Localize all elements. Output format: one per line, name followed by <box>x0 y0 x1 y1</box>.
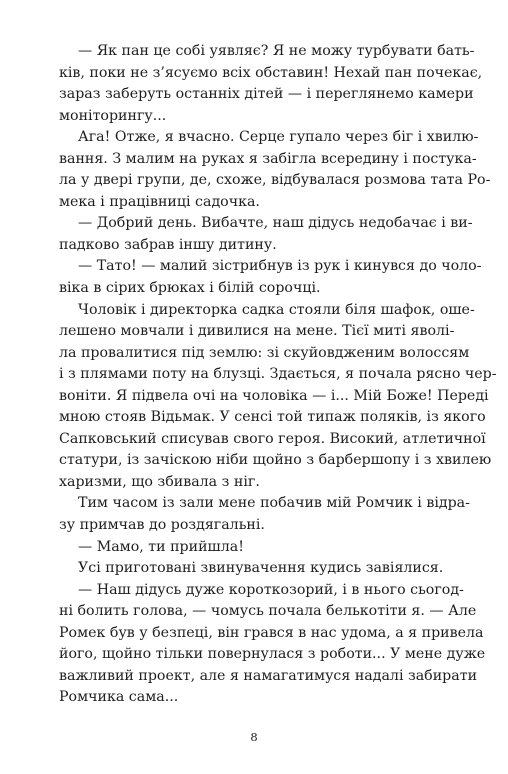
text-line: воніти. Я підвела очі на чоловіка — і... Мій Боже! Переді <box>59 387 489 404</box>
text-line: зараз заберуть останніх дітей — і переглянемо камери <box>59 86 474 103</box>
text-line: Сапковський списував свого героя. Високий, атлетичної <box>59 430 486 447</box>
text-line: харизми, що збивала з ніг. <box>59 473 260 490</box>
text-line: — Тато! — малий зістрибнув із рук і кинувся до чоло- <box>78 258 482 275</box>
text-line: статури, із зачіскою ніби щойно з барбершопу і з хвилею <box>59 452 492 469</box>
text-line: ні болить голова, — чомусь почала белькотіти я. — Але <box>59 603 477 620</box>
text-line: його, щойно тільки повернулася з роботи... У мене дуже <box>59 646 486 663</box>
text-line: лешено мовчали і дивилися на мене. Тієї миті яволі- <box>59 323 455 340</box>
text-line: Чоловік і директорка садка стояли біля шафок, оше- <box>78 301 475 318</box>
text-line: моніторингу... <box>59 107 167 124</box>
text-line: Усі приготовані звинувачення кудись завіялися. <box>78 560 444 577</box>
text-line: падково забрав іншу дитину. <box>59 236 277 253</box>
text-line: Ромчика сама... <box>59 689 179 706</box>
text-line: мною стояв Відьмак. У сенсі той типаж поляків, із якого <box>59 409 486 426</box>
text-line: Тим часом із зали мене побачив мій Ромчик і відра- <box>78 495 470 512</box>
text-line: — Як пан це собі уявляє? Я не можу турбувати бать- <box>78 43 475 59</box>
text-line: важливий проект, але я намагатимуся надалі забирати <box>59 667 478 684</box>
text-line: ків, поки не з’ясуємо всіх обставин! Нехай пан почекає, <box>59 64 483 81</box>
text-line: віка в сірих брюках і білій сорочці. <box>59 280 321 297</box>
text-line: мека і працівниці садочка. <box>59 193 260 210</box>
body-text <box>59 41 497 709</box>
text-line: — Добрий день. Вибачте, наш дідусь недобачає і ви- <box>78 215 473 232</box>
text-line: — Наш дідусь дуже короткозорий, і в нього сьогод- <box>78 581 464 598</box>
text-line: ла у двері групи, де, схоже, відбувалася розмова тата Ро- <box>59 172 491 189</box>
text-line: і з плямами поту на блузці. Здається, я почала рясно чер- <box>59 366 497 383</box>
text-line: вання. З малим на руках я забігла всередину і постука- <box>59 150 477 167</box>
text-line: Ромек був у безпеці, він грався в нас удома, а я привела <box>59 624 484 641</box>
text-line: зу примчав до роздягальні. <box>59 517 265 534</box>
text-line: Ага! Отже, я вчасно. Серце гупало через біг і хвилю- <box>78 129 479 146</box>
text-line: ла провалитися під землю: зі скуйовдженим волоссям <box>59 344 470 361</box>
text-line: — Мамо, ти прийшла! <box>78 538 244 555</box>
page-number: 8 <box>250 730 258 744</box>
